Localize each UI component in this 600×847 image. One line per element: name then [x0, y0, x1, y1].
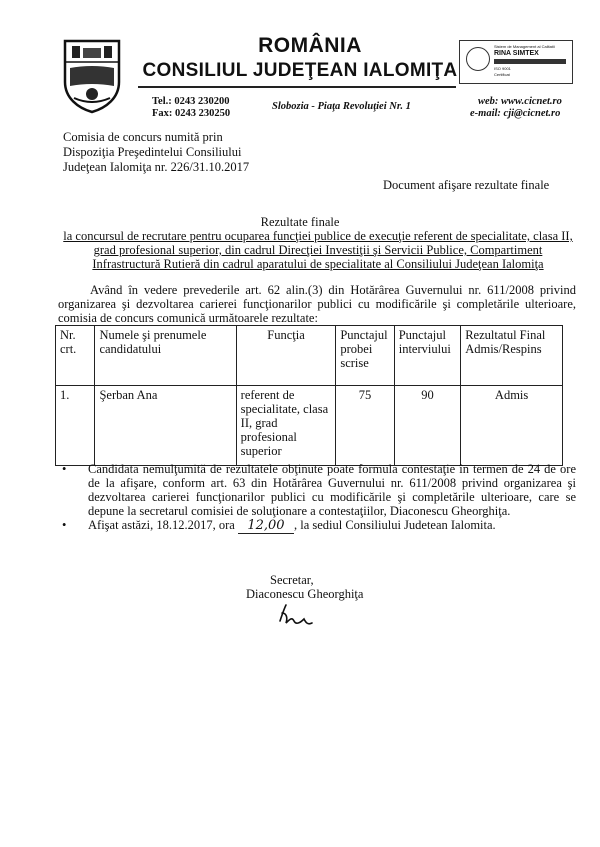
- bullet-icon: •: [62, 462, 67, 476]
- list-item: [58, 462, 576, 518]
- commission-line2: Dispoziţia Preşedintelui Consiliului: [63, 145, 242, 159]
- signatory-role: Secretar,: [270, 573, 314, 587]
- header-divider: [138, 86, 456, 88]
- table-row: [56, 386, 563, 466]
- cell-written: 75: [336, 386, 394, 466]
- handwritten-signature-icon: [262, 599, 322, 631]
- cert-bar: [494, 59, 566, 64]
- note-posted-prefix: Afişat astăzi, 18.12.2017, ora: [88, 518, 235, 532]
- cert-line3: ISO 9001: [494, 66, 511, 71]
- header-web-link[interactable]: web: www.cicnet.ro: [478, 96, 562, 107]
- cell-interview: 90: [394, 386, 460, 466]
- bullet-icon: •: [62, 518, 67, 532]
- header-name: Numele şi prenumele candidatului: [95, 326, 236, 386]
- table-header-row: [56, 326, 563, 386]
- certification-logo-icon: [466, 47, 490, 71]
- header-nr: Nr. crt.: [56, 326, 95, 386]
- header-written: Punctajul probei scrise: [336, 326, 394, 386]
- commission-line1: Comisia de concurs numită prin: [63, 130, 223, 144]
- header-function: Funcţia: [236, 326, 336, 386]
- results-table: [55, 325, 563, 466]
- header-interview: Punctajul interviului: [394, 326, 460, 386]
- cert-line4: Certificat: [494, 72, 510, 77]
- cert-line1: Sistem de Management al Calitatii: [494, 44, 555, 49]
- document-label: Document afişare rezultate finale: [383, 178, 550, 192]
- cell-name: Şerban Ana: [95, 386, 236, 466]
- note-contest: Candidata nemulţumită de rezultatele obţinute poate formula contestaţie în termen de 24 de ore de la afişare, conform art. 63 din Hotărârea Guvernului nr. 611/2008 privind organizarea şi dezvoltarea carierei funcţionarilor publici cu modificările şi completările ulterioare, care se depune la secretarul comisiei de soluţionare a contestaţiilor, Diaconescu Gheorghiţa.: [88, 462, 576, 518]
- certification-badge: [459, 40, 573, 84]
- page-title: Rezultate finale: [260, 215, 340, 229]
- note-posted-suffix: , la sediul Consiliului Judetean Ialomita.: [293, 518, 496, 532]
- header-address: Slobozia - Piaţa Revoluţiei Nr. 1: [272, 101, 411, 112]
- cell-nr: 1.: [56, 386, 95, 466]
- header-institution: CONSILIUL JUDEŢEAN IALOMIŢA: [142, 60, 458, 81]
- header-fax: Fax: 0243 230250: [152, 108, 231, 119]
- note-posted-time: 12,00: [238, 519, 294, 534]
- notes-list: [58, 462, 576, 534]
- cert-brand: RINA SIMTEX: [494, 50, 539, 57]
- cell-result: Admis: [461, 386, 563, 466]
- header-result: Rezultatul Final Admis/Respins: [461, 326, 563, 386]
- county-crest-icon: [62, 38, 122, 114]
- header-country: ROMÂNIA: [258, 34, 362, 57]
- cell-function: referent de specialitate, clasa II, grad profesional superior: [236, 386, 336, 466]
- list-item: [58, 518, 576, 534]
- intro-paragraph: Având în vedere prevederile art. 62 alin.(3) din Hotărârea Guvernului nr. 611/2008 privind organizarea şi dezvoltarea carierei funcţionarilor publici cu modificările şi completările ulterioare, comisia de concurs comunică următoarele rezultate:: [58, 283, 576, 325]
- page-subtitle: la concursul de recrutare pentru ocuparea funcţiei publice de execuţie referent de specialitate, clasa II, grad profesional superior, din cadrul Direcţiei Investiţii şi Servicii Publice, Compartiment Infrastructură Rutieră din cadrul aparatului de specialitate al Consiliului Judeţean Ialomiţa: [63, 229, 573, 271]
- commission-block: [63, 130, 249, 175]
- header-tel: Tel.: 0243 230200: [152, 96, 230, 107]
- signatory-name: Diaconescu Gheorghiţa: [246, 587, 364, 601]
- commission-line3: Judeţean Ialomiţa nr. 226/31.10.2017: [63, 160, 250, 174]
- header-email-link[interactable]: e-mail: cji@cicnet.ro: [470, 108, 561, 119]
